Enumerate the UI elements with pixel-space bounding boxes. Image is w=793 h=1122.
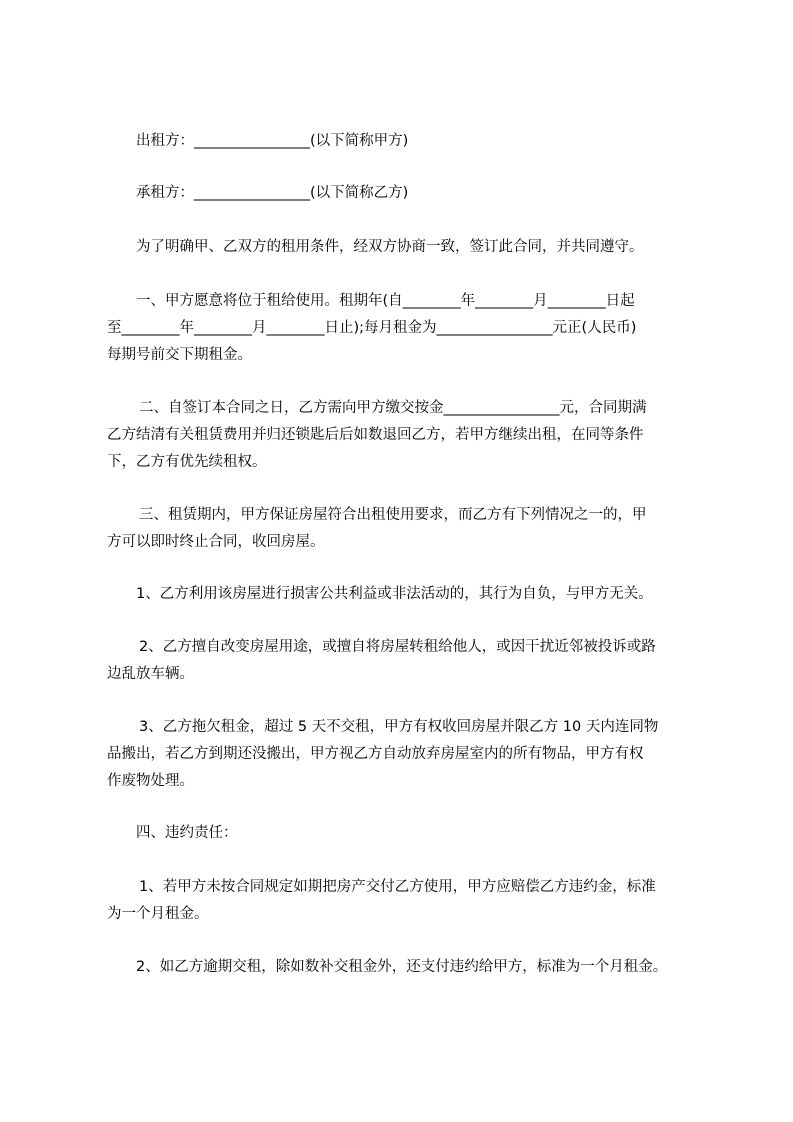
intro-paragraph: 为了明确甲、乙双方的租用条件，经双方协商一致，签订此合同，并共同遵守。 [136,239,644,255]
clause-1-line-3: 每期号前交下期租金。 [107,347,252,363]
clause-3-item-3-line-3: 作废物处理。 [107,773,194,789]
clause-3-item-2-line-1: 2、乙方擅自改变房屋用途，或擅自将房屋转租给他人，或因干扰近邻被投诉或路 [139,639,656,655]
clause-4-item-2-line-1: 2、如乙方逾期交租，除如数补交租金外，还支付违约给甲方，标准为一个月租金。 [136,959,668,975]
clause-2-line-2: 乙方结清有关租赁费用并归还锁匙后后如数退回乙方，若甲方继续出租，在同等条件 [107,427,644,443]
lessee-line: 承租方：________________(以下简称乙方) [136,185,409,201]
clause-3-item-3-line-2: 品搬出，若乙方到期还没搬出，甲方视乙方自动放弃房屋室内的所有物品，甲方有权 [107,746,644,762]
clause-3-line-2: 方可以即时终止合同，收回房屋。 [107,534,325,550]
clause-3-item-3-line-1: 3、乙方拖欠租金，超过 5 天不交租，甲方有权收回房屋并限乙方 10 天内连同物 [139,719,659,735]
clause-3-item-1-line-1: 1、乙方利用该房屋进行损害公共利益或非法活动的，其行为自负，与甲方无关。 [136,586,653,602]
clause-4-heading: 四、违约责任： [136,825,238,841]
lessor-line: 出租方：________________(以下简称甲方) [136,133,409,149]
clause-2-line-1: 二、自签订本合同之日，乙方需向甲方缴交按金________________元，合同期满 [139,400,647,416]
clause-4-item-1-line-1: 1、若甲方未按合同规定如期把房产交付乙方使用，甲方应赔偿乙方违约金，标准 [139,879,656,895]
clause-1-line-2: 至________年________月________日止);每月租金为________________元正(人民币) [107,320,637,336]
clause-3-item-2-line-2: 边乱放车辆。 [107,666,194,682]
clause-3-line-1: 三、租赁期内，甲方保证房屋符合出租使用要求，而乙方有下列情况之一的，甲 [139,507,647,523]
clause-1-line-1: 一、甲方愿意将位于租给使用。租期年(自________年________月________日起 [136,293,635,309]
clause-2-line-3: 下，乙方有优先续租权。 [107,454,267,470]
clause-4-item-1-line-2: 为一个月租金。 [107,906,209,922]
